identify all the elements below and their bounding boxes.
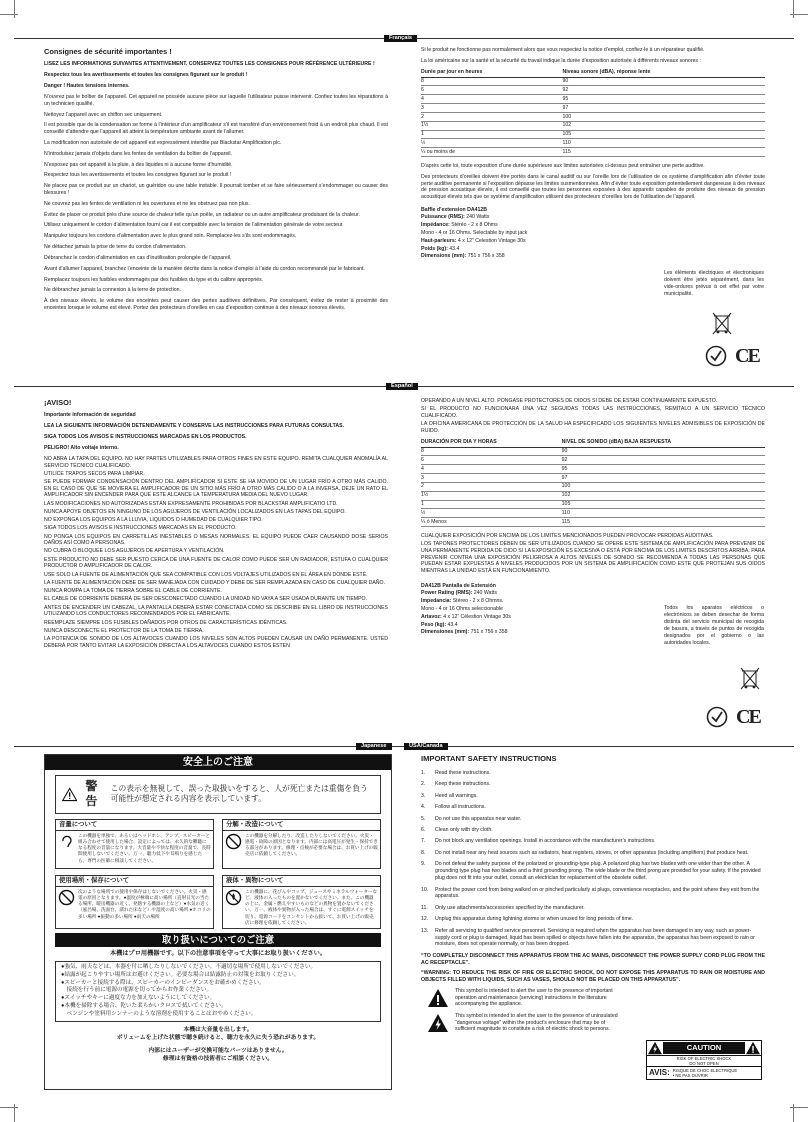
list-item: 11. Only use attachments/accessories specified by the manufacturer.	[421, 904, 585, 911]
spanish-paragraph: LA OFICINA AMERICANA DE PROTECCIÓN DE LA SALUD HA ESPECIFICADO LOS SIGUIENTES NIVELES ADMISIBLES DE EXPOSICIÓN DE RUIDO.	[421, 421, 765, 434]
french-paragraph: Nettoyez l’appareil avec un chiffon sec uniquement.	[44, 111, 163, 118]
spanish-right-column	[421, 398, 765, 728]
table-row: 4 95	[421, 95, 765, 104]
spanish-noise-table	[421, 439, 765, 527]
table-row: ½ 110	[421, 139, 765, 148]
table-header: DURACIÓN POR DIA Y HORAS	[421, 439, 562, 447]
list-item: 2. Keep these instructions.	[421, 781, 491, 788]
caution-subtext: DO NOT OPEN	[647, 1061, 761, 1067]
disconnect-caption: “TO COMPLETELY DISCONNECT THIS APPARATUS FROM THE AC MAINS, DISCONNECT THE POWER SUPPLY CORD PLUG FROM THE AC RECEPTACLE”.	[421, 952, 765, 966]
no-liquid-icon	[225, 889, 242, 906]
exclamation-triangle-icon	[427, 988, 449, 1008]
exclamation-triangle-icon	[745, 1041, 761, 1055]
table-row: ¼ ou moins de 115	[421, 148, 765, 157]
list-item: 6. Clean only with dry cloth.	[421, 826, 493, 833]
spanish-paragraph: OPERANDO A UN NIVEL ALTO. PONGASE PROTECTORES DE OIDOS SI DEBE DE ESTAR CONTINUAMENTE EXPUESTO.	[421, 398, 718, 404]
japanese-title: 安全上のご注意	[45, 755, 391, 770]
ear-icon	[58, 833, 75, 850]
spanish-danger: PELIGRO! Alto voltaje interno.	[44, 445, 119, 451]
prohibited-icon	[58, 889, 75, 906]
crop-mark	[0, 14, 18, 15]
avis-subtext: • NE PAS OUVRIR	[672, 1073, 708, 1079]
french-paragraph: Ne débranchez jamais la connexion à la terre de protection.	[44, 287, 181, 294]
caution-header	[647, 1041, 761, 1056]
caution-box-location: 使用場所・保存について 次のような場所での使用や保存はしないでください。火災・感電の原因となります。●温度が極端に高い場所（直射日光の当たる場所、暖房機器の近く、発熱する機器の上など）●水気の近く（風呂場、洗面台、濡れた床など）や湿度の高い場所 ●ホコリの多い場所 ●振動の多い場所 ●雨天の場所	[55, 875, 214, 929]
french-paragraph: La modification non autorisée de cet appareil est expressément interdite par Blackstar Amplification plc.	[44, 139, 282, 146]
spanish-line: NUNCA DESCONECTE EL PROTECTOR DE LA TOMA DE TIERRA.	[44, 627, 204, 634]
avis-text: AVIS:	[649, 1068, 670, 1078]
language-tab-usa-canada: USA/Canada	[404, 743, 448, 750]
spanish-line: SIGA TODOS LOS AVISOS E INSTRUCCIONES MARCADAS EN EL PRODUCTO.	[44, 525, 237, 532]
handling-title: 取り扱いについてのご注意	[55, 933, 381, 947]
table-row: 1½ 102	[421, 121, 765, 130]
table-row: 3 97	[421, 474, 765, 483]
spanish-specs: DA412B Pantalla de Extensión Power Rating (RMS): 240 Watts Impedancia: Stéreo - 2 x 8 Ohmns. Mono - 4 or 16 Ohms seleccionable Artavoz: 4 x 12” Cèlestion Vintage 30s Peso (kg): 43.4 Dimensiones (mm): 751 x 756 x 358	[421, 582, 511, 636]
list-item: 8. Do not install near any heat sources such as radiators, heat registers, stoves, or other apparatus (including amplifiers) that produce heat.	[421, 849, 749, 856]
caution-text: CAUTION	[663, 1042, 745, 1054]
spanish-follow: SIGA TODOS LOS AVISOS E INSTRUCCIONES MARCADAS EN LOS PRODUCTOS.	[44, 434, 247, 441]
warning-caption: “WARNING: TO REDUCE THE RISK OF FIRE OR ELECTRIC SHOCK, DO NOT EXPOSE THIS APPARATUS TO RAIN OR MOISTURE AND OBJECTS FILLED WITH LIQUIDS, SUCH AS VASES, SHOULD NOT BE PLACED ON THIS APPARATUS”.	[421, 970, 765, 984]
french-noise-table	[421, 69, 765, 157]
spanish-paragraph: CUALQUIER EXPOSICIÓN POR ENCIMA DE LOS LIMITES MENCIONADOS PUEDEN PROVOCAR PERDIDAS AUDITIVAS.	[421, 533, 714, 540]
list-item: 7. Do not block any ventilation openings. Install in accordance with the manufacturer’s instructions.	[421, 838, 656, 845]
rcm-mark-icon	[706, 706, 728, 728]
warning-label: 警告	[85, 779, 98, 809]
list-item: ●スイッチやキーに過度な力を加えないようにしてください。	[61, 995, 216, 1002]
list-item: ●結露が起こりやすい場所はお避けください。必要な場合は結露防止の対策をお取りください。	[61, 971, 300, 978]
compliance-badges	[706, 706, 760, 728]
list-item: ●スピーカーと接続する際は、スピーカーのインピーダンスをお確かめください。	[61, 979, 265, 986]
crop-mark	[0, 1107, 18, 1108]
japanese-caution-grid	[55, 819, 381, 929]
french-paragraph: N’exposez pas cet appareil à la pluie, à des liquides ni à aucune forme d’humidité.	[44, 161, 233, 168]
spanish-paragraph: SI EL PRODUCTO NO FUNCIONARA UNA VEZ SEGUIDAS TODAS LAS INSTRUCCIONES, REMITALO A UN SERVICIO TÉCNICO CUALIFICADO.	[421, 406, 765, 419]
table-row: 8 90	[421, 447, 765, 456]
table-header: Niveau sonore (dBA), réponse lente	[562, 69, 765, 77]
ce-mark-icon: CE	[735, 345, 759, 367]
symbol-exclamation-note: This symbol is intended to alert the user to the presence of important operation and maintenance (servicing) instructions in the literature accompanying the appliance.	[421, 988, 765, 1008]
french-paragraph: Manipulez toujours les cordons d’alimentation avec le plus grand soin. Remplacez-les s’ils sont endommagés.	[44, 233, 297, 240]
handling-list	[55, 961, 381, 1022]
list-item: ●本機を掃除する場合、乾いた柔らかいクロスで拭いてください。	[61, 1003, 227, 1010]
crop-mark	[793, 0, 794, 18]
weee-bin-icon	[740, 665, 760, 691]
spanish-intro: LEA LA SIGUIENTE INFORMACIÓN DETENIDAMENTE Y CONSERVE LAS INSTRUCCIONES PARA FUTURAS CONSULTAS.	[44, 423, 345, 430]
list-item: ●強気、雨天などは、本器を付に晒したりしないでください。不適切な場所で使用しないでください。	[61, 963, 317, 970]
french-danger: Danger ! Hautes tensions internes.	[44, 83, 130, 90]
spanish-line: USE SOLO LA FUENTE DE ALIMENTACIÓN QUE SEA COMPATIBLE CON LOS VOLTAJES UTILIZADOS EN EL ÁREA EN DONDE ESTÉ.	[44, 571, 368, 578]
list-item: 12. Unplug this apparatus during lightning storms or when unused for long periods of time.	[421, 916, 634, 923]
spanish-line: EL CABLE DE CORRIENTE DEBERÁ DE SER DESCONECTADO CUANDO LA UNIDAD NO VAYA A SER USADA DURANTE UN TIEMPO.	[44, 596, 368, 603]
french-paragraph: Remplacez toujours les fusibles endommagés par des fusibles du type et du calibre appropriés.	[44, 276, 264, 283]
weee-bin-icon	[712, 310, 732, 336]
table-row: ¼ ó Menos 115	[421, 518, 765, 527]
table-row: 2 100	[421, 482, 765, 491]
symbol-lightning-note: This symbol is intended to alert the user to the presence of uninsulated “dangerous voltage” within the product’s enclosure that may be of sufficient magnitude to constitute a risk of electric shock to persons.	[421, 1013, 765, 1033]
french-paragraph: Avant d’allumer l’appareil, branchez l’enceinte de la manière décrite dans la notice d’emploi à l’aide du cordon recommandé par le fabricant.	[44, 265, 365, 272]
lightning-triangle-icon	[647, 1041, 663, 1055]
french-respect: Respectez tous les avertissements et toutes les consignes figurant sur le produit !	[44, 72, 248, 79]
spanish-line: UTILICE TRAPOS SECOS PARA LIMPIAR.	[44, 470, 145, 477]
compliance-badges	[705, 345, 759, 367]
french-weee-note: Les éléments électriques et électroniques doivent être jetés séparément, dans les vide-ordures prévus à cet effet par votre municipalité.	[664, 270, 764, 298]
spanish-line: NO PONGA LOS EQUIPOS EN CARRETILLAS INESTABLES O MESAS NORMALES. EL EQUIPO PUEDE CAER CAUSANDO DOSE SERIOS DAÑOS ASÍ COMO A PERSONAS.	[44, 533, 388, 547]
french-paragraph: Si le produit ne fonctionne pas normalement alors que vous respectez la notice d’emploi, confiez-le à un réparateur qualifié.	[421, 47, 705, 53]
spanish-line: NO CUBRA O BLOQUEE LOS AGUJEROS DE APERTURA Y VENTILACIÓN.	[44, 548, 225, 555]
list-item: 1. Read these instructions.	[421, 769, 491, 776]
pro-use-note: 本機はプロ用機器です。以下の注意事項を守って大事にお取り扱いください。	[109, 950, 327, 958]
french-title: Consignes de sécurité importantes !	[44, 47, 172, 56]
french-paragraph: Débranchez le cordon d’alimentation en cas d’inutilisation prolongée de l’appareil.	[44, 254, 232, 261]
spanish-line: NO EXPONGA LOS EQUIPOS A LA LLUVIA, LIQUIDOS O HUMEDAD DE CUALQUIER TIPO.	[44, 517, 263, 524]
caution-box-disassembly: 分解・改造について この機器を分解したり、改造したりしないでください。火災・感電・故障の原因となります。内部には高電圧が発生・保持できる部分があります。修理・点検が必要な場合は、お買い上げの販売店に依頼してください。	[222, 819, 381, 869]
table-row: 1 105	[421, 500, 765, 509]
list-item: 13. Refer all servicing to qualified service personnel. Servicing is required when the apparatus has been damaged in any way, such as power-supply cord or plug is damaged, liquid has been spilled or objects have fallen into the apparatus, the apparatus has been exposed to rain or moisture, does not operate normally, or has been dropped.	[421, 927, 755, 948]
table-row: 1 105	[421, 130, 765, 139]
japanese-safety-panel	[44, 754, 392, 1090]
french-paragraph: Utilisez uniquement le cordon d’alimentation fourni car il est compatible avec la tension de l’alimentation générale de votre secteur.	[44, 222, 344, 229]
spanish-line: ESTE PRODUCTO NO DEBE SER PUESTO CERCA DE UNA FUENTE DE CALOR COMO PUEDE SER UN RADIADOR, ESTUFA O CUALQUIER PRODUCTOR O AMPLIFICADOR DE CALOR.	[44, 556, 388, 570]
spanish-line: LAS MODIFICACIONES NO AUTORIZADAS ESTÁN EXPRESAMENTE PROHIBIDAS POR BLACKSTAR AMPLIFICATIO LTD.	[44, 500, 338, 507]
spanish-line: NUNCA ROMPA LA TOMA DE TIERRA SOBRE EL CABLE DE CORRIENTE.	[44, 588, 222, 595]
spanish-line: NO ABRA LA TAPA DEL EQUIPO. NO HAY PARTES UTILIZABLES PARA OTROS FINES EN ESTE EQUIPO. REMITA CUALQUIER ANOMALÍA AL SERVICIO TÉCNICO CUALIFICADO.	[44, 455, 388, 469]
crop-mark	[14, 0, 15, 18]
caution-subtext: RISK OF ELECTRIC SHOCK	[676, 1056, 732, 1061]
table-row: 6 92	[421, 86, 765, 95]
list-item: ベンジンや塗料用シンナーのような溶剤を使用することはおやめください。	[61, 1010, 257, 1017]
french-intro: LISEZ LES INFORMATIONS SUIVANTES ATTENTIVEMENT. CONSERVEZ TOUTES LES CONSIGNES POUR RÉFÉRENCE ULTÉRIEURE !	[44, 61, 375, 68]
french-paragraph: La loi américaine sur la santé et la sécurité du travail indique la durée d’exposition autorisée à différents niveaux sonores :	[421, 57, 701, 64]
french-paragraph: N’introduisez jamais d’objets dans les fentes de ventilation du boîtier de l’appareil.	[44, 150, 233, 157]
table-row: 8 90	[421, 77, 765, 86]
ce-mark-icon: CE	[736, 706, 760, 728]
list-item: 3. Heed all warnings.	[421, 792, 478, 799]
table-row: 3 97	[421, 104, 765, 113]
spanish-line: SE PUEDE FORMAR CONDENSACIÓN DENTRO DEL AMPLIFICADOR SI ESTE SE HA MOVIDO DE UN LUGAR FRÍO A OTRO MÁS CALIDO. EN EL CASO DE QUE SE MOVIERA EL AMPLIFICADOR DE UN SITIO MÁS FRÍO A OTRO MÁS CALIDO O A LA INVERSA, DEJE UN RATO EL AMPLIFICADOR SIN ENCENDER PARA QUE ESTE ALCANCE LA TEMPERATURA MEDIA DEL NUEVO LUGAR.	[44, 479, 388, 499]
caution-box-liquids: 液体・異物について この機器に、花びんやコップ、ジュースやミネラルウォーターなど、液体の入ったものを置かないでください。また、この機器の上に、金属・燃えやすいものなどの異物を置かないでください。万一、液体や異物が入った場合は、すぐに電源スイッチを切り、電源コードをコンセントから抜いて、お買い上げの販売店に修理を依頼してください。	[222, 875, 381, 929]
table-header: Durée par jour en heures	[421, 69, 562, 77]
usa-instruction-list	[421, 770, 765, 949]
lightning-triangle-icon	[427, 1013, 449, 1033]
language-tab-spanish: Español	[386, 383, 418, 390]
japanese-warning	[55, 775, 381, 814]
rcm-mark-icon	[705, 345, 727, 367]
avis-subtext: RISQUE DE CHOC ELECTRIQUE	[672, 1068, 738, 1074]
table-row: 2 100	[421, 112, 765, 121]
list-item: 接続を行う前に電源の電源を切ってからお作業ください。	[61, 987, 213, 994]
french-paragraph: Ne couvrez pas les fentes de ventilation ni les ouvertures et ne les obstruez pas non plus.	[44, 200, 250, 207]
spanish-line: ANTES DE ENCENDER UN CABEZAL, LA PANTALLA DEBERÁ ESTAR CONECTADA COMO SE DESCRIBE EN EL LIBRO DE INSTRUCCIONES UTILIZANDO LOS CONDUCTORES RECOMENDADOS POR EL FABRICANTE.	[44, 604, 388, 618]
list-item: 9. Do not defeat the safety purpose of the polarized or grounding-type plug. A polarized plug has two blades with one wider than the other. A grounding type plug has two blades and a third grounding prong. The wide blade or the third prong are provided for your safety. If the provided plug does not fit into your outlet, consult an electrician for replacement of the obsolete outlet.	[421, 861, 761, 882]
french-paragraph: Des protecteurs d’oreilles doivent être portés dans le canal auditif ou sur l’oreille lors de l’utilisation de ce système d’amplification afin d’éviter toute perte auditive permanente si l’exposition dépasse les limites susmentionnées. Afin d’éviter toute exposition potentiellement dangereuse à des niveaux de pression acoustique élevés, il est conseillé que toutes les personnes exposées à des appareils capables de produire des niveaux de pression acoustique élevés tels que ce système d’amplification utilisent des protecteurs d’oreilles lors de l’utilisation de l’appareil.	[421, 173, 765, 200]
japanese-footer: 本機は大音量を出します。 ボリュームを上げた状態で聴き続けると、聴力を永久に失う恐れがあります。 内部にはユーザーが交換可能なパーツはありません。 修理は有資格の技術者にご相談ください。	[116, 1026, 320, 1062]
no-disassembly-icon	[225, 833, 242, 850]
caution-box-volume: 音量について この機器を単独で、あるいはヘッドホン、アンプ、スピーカーと組み合わせて使用した場合、設定によっては、永久的な難聴になる程度の音量になります。大音量や不快な程度の音量で、長時間使用しないでください。万一、聴力低下や耳鳴りを感じたら、専門の医師に相談してください。	[55, 819, 214, 869]
warning-triangle-icon	[62, 784, 77, 805]
french-paragraph: Respectez tous les avertissements et toutes les consignes figurant sur le produit !	[44, 172, 232, 179]
list-item: 5. Do not use this apparatus near water.	[421, 815, 522, 822]
crop-mark	[14, 1104, 15, 1122]
french-paragraph: À des niveaux élevés, le volume des enceintes peut causer des pertes auditives définitives. Par conséquent, évitez de rester à proximité des enceintes lorsque le volume est élevé. Portez des protecteurs d’oreilles en cas d’exposition continue à des niveaux sonores élevés.	[44, 298, 388, 311]
spanish-line: LA FUENTE DE ALIMENTACIÓN DEBE DE SER MANEJADA CON CUIDADO Y DEBE DE SER REMPLAZADA EN CASO DE CUALQUIER DAÑO.	[44, 579, 386, 586]
spanish-line: REEMPLAZE SIEMPRE LOS FUSIBLES DAÑADOS POR OTROS DE CARACTERÍSTICAS IDÉNTICAS.	[44, 619, 288, 626]
spanish-weee-note: Todos los aparatos eléctricos o electrónicos se deben desechar de forma distinta del servicio municipal de recogida de basura, a través de puntos de recogida designados por el gobierno o las autoridades locales.	[664, 605, 764, 647]
spanish-subtitle: Importante información de seguridad	[44, 412, 136, 419]
table-row: 1½ 102	[421, 491, 765, 500]
spanish-line: NUNCA APOYE OBJETOS EN NINGUNO DE LOS AGUJEROS DE VENTILACIÓN LOCALIZADOS EN LAS TAPAS DEL EQUIPO.	[44, 508, 346, 515]
language-tab-french: Français	[384, 35, 417, 42]
spanish-line: LA POTENCIA DE SONIDO DE LOS ALTAVOCES CUANDO LOS NIVELES SON ALTOS PUEDEN CAUSAR UN DAÑO PERMANENTE. USTED DEBERÁ POR TANTO EVITAR LA EXPOSICIÓN DIRECTA A LOS ALTAVOCES CUANDO ESTOS ESTEN	[44, 636, 388, 649]
french-paragraph: N’ouvrez pas le boîtier de l’appareil. Cet appareil ne possède aucune pièce sur laquelle l’utilisateur puisse intervenir. Confiez toutes les réparations à un technicien qualifié.	[44, 94, 388, 107]
caution-label	[646, 1040, 762, 1080]
spanish-paragraph: LOS TAPONES PROTECTORES DEBEN DE SER UTILIZADOS CUANDO SE OPERE ESTE SISTEMA DE AMPLIFICACIÓN PARA PREVENIR DE UNA PERMANENTE PERDIDA DE OIDO SI LA EXPOSICIÓN ES EXCESIVA O ESTÁ POR ENCIMA DE LOS LIMITES DESCRITOS ARRIBA. PARA PREVENIR CONTRA UNA EXPOSICIÓN PELIGROSA A ALTOS NIVELES DE SONIDO SE RECOMIENDA A TODAS LAS PERSONAS QUE PUEDAN ESTAR EXPUESTAS A NIVELES PRODUCIDOS POR UN SISTEMA DE AMPLIFICACIÓN COMO ESTE QUE PROTEJAN SUS OIDOS MIENTRAS LA UNIDAD ESTÁ EN FUNCIONAMIENTO.	[421, 541, 765, 574]
warning-message: この表示を無視して、誤った取扱いをすると、人が死亡または重傷を負う可能性が想定される内容を表示しています。	[110, 783, 368, 804]
table-header: NIVEL DE SONIDO (dBA) BAJA RESPUESTA	[562, 439, 765, 447]
usa-title: IMPORTANT SAFETY INSTRUCTIONS	[421, 754, 557, 763]
language-tab-japanese: Japanese	[356, 743, 392, 750]
french-paragraph: Évitez de placer ce produit près d’une source de chaleur telle qu’un poêle, un radiateur ou un autre amplificateur produisant de la chaleur.	[44, 211, 360, 218]
french-specs: Baffle d’extension DA412B Puissance (RMS): 240 Watts Impédance: Stéréo - 2 x 8 Ohms Mono - 4 or 16 Ohms. Selectable by input jack Haut-parleurs: 4 x 12” Celestion Vintage 30s Poids (kg): 43.4 Dimensions (mm): 751 x 756 x 358	[421, 206, 528, 260]
french-paragraph: Ne placez pas ce produit sur un chariot, un guéridon ou une table instable. Il pourrait tomber et se faire sérieusement s’endommager ou causer des blessures !	[44, 183, 388, 196]
french-left-column	[44, 47, 388, 372]
spanish-left-column	[44, 398, 388, 728]
avis-row	[647, 1067, 761, 1079]
list-item: 4. Follow all instructions.	[421, 804, 486, 811]
table-row: 6 92	[421, 456, 765, 465]
list-item: 10. Protect the power cord from being walked on or pinched particularly at plugs, convenience receptacles, and the point where they exit from the apparatus.	[421, 886, 760, 900]
french-paragraph: D’après cette loi, toute exposition d’une durée supérieure aux limites autorisées ci-dessus peut entraîner une perte auditive.	[421, 163, 705, 170]
french-paragraph: Il est possible que de la condensation se forme à l’intérieur d’un amplificateur s’il est transféré d’un environnement froid à un endroit plus chaud. Il est conseillé d’attendre que l’appareil ait atteint la température ambiante avant de l’allumer.	[44, 122, 388, 135]
table-row: 4 95	[421, 465, 765, 474]
spanish-title: ¡AVISO!	[44, 398, 72, 407]
crop-mark	[793, 1104, 794, 1122]
table-row: ½ 110	[421, 509, 765, 518]
french-paragraph: Ne détachez jamais la prise de terre du cordon d’alimentation.	[44, 244, 187, 251]
